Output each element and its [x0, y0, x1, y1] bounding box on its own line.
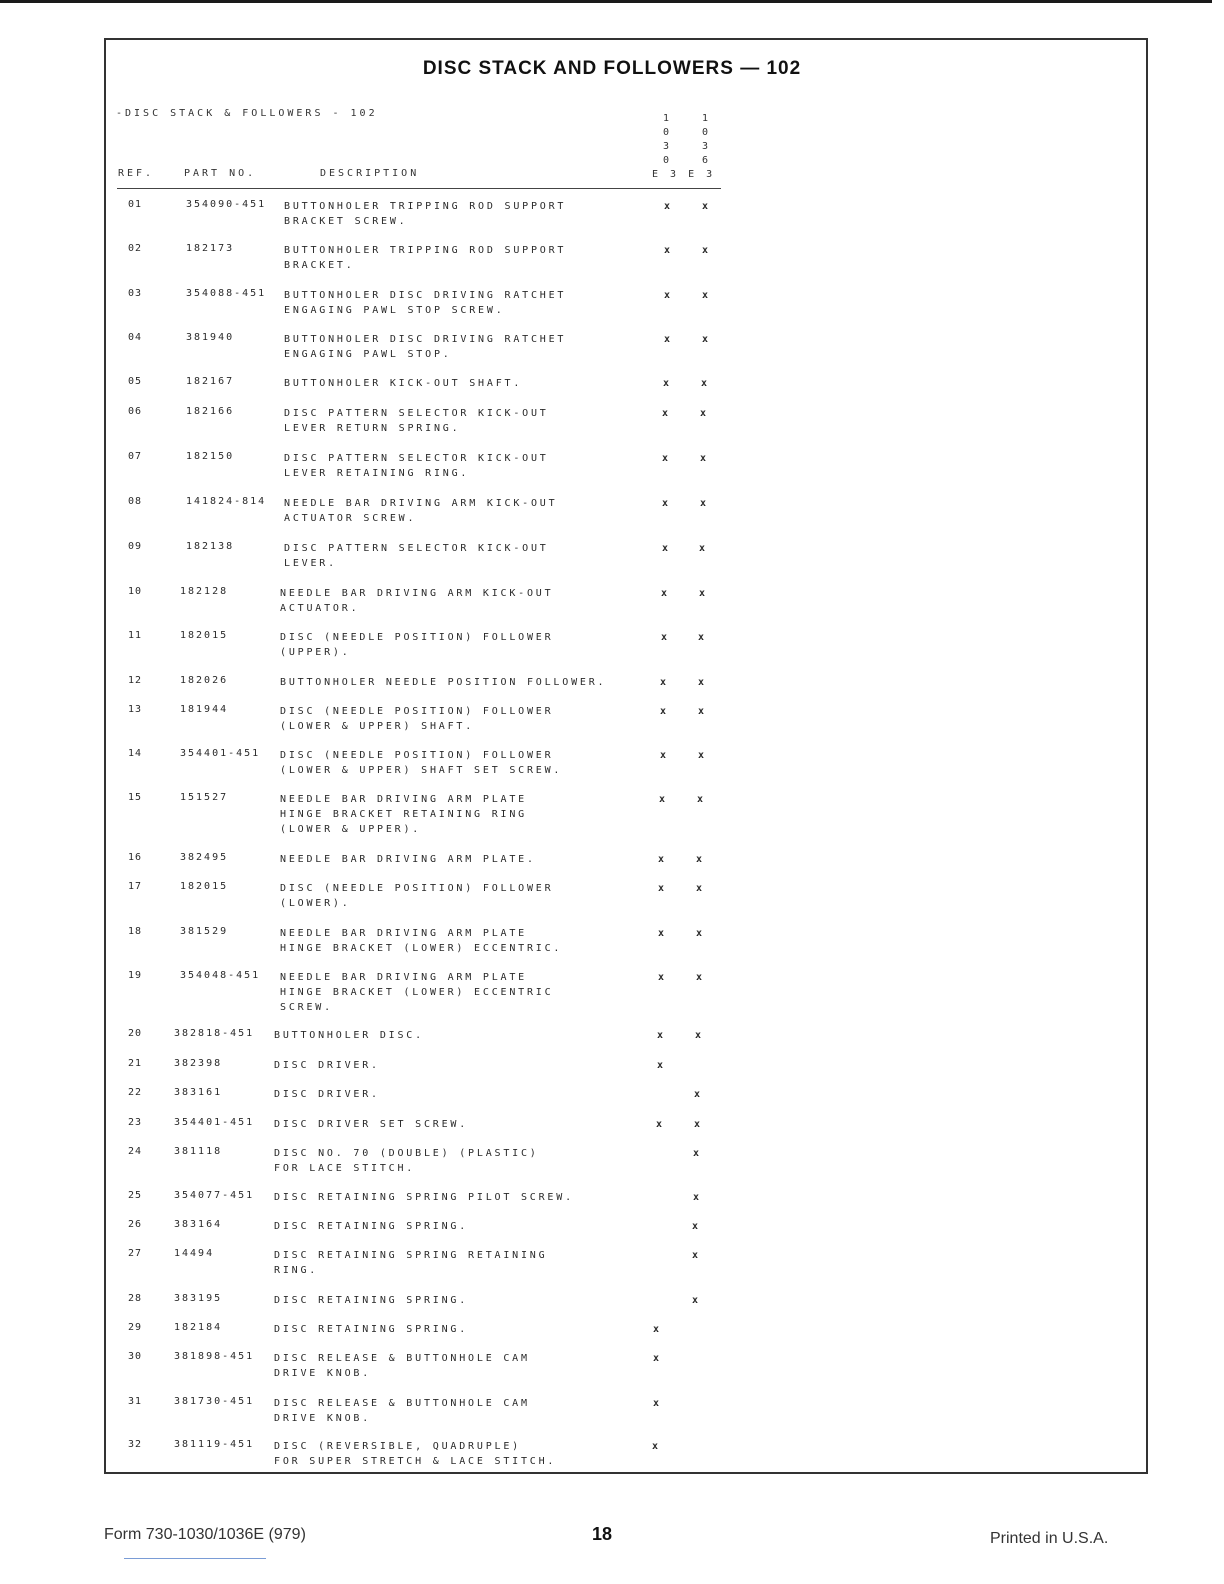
part-number: 182167 [186, 376, 235, 387]
ref-number: 19 [128, 970, 143, 981]
ref-number: 21 [128, 1058, 143, 1069]
model-1030-mark: x [664, 245, 671, 256]
ref-number: 30 [128, 1351, 143, 1362]
header-rule [117, 188, 721, 189]
part-number: 354048-451 [180, 970, 261, 981]
model-1036-mark: x [692, 1250, 699, 1261]
part-description: DISC RELEASE & BUTTONHOLE CAM DRIVE KNOB. [274, 1353, 530, 1379]
part-number: 354401-451 [174, 1117, 255, 1128]
ref-number: 13 [128, 704, 143, 715]
ref-number: 28 [128, 1293, 143, 1304]
model-1030-mark: x [662, 453, 669, 464]
model-1036-mark: x [699, 543, 706, 554]
part-description: DISC DRIVER. [274, 1060, 380, 1071]
form-number: Form 730-1030/1036E (979) [104, 1526, 306, 1543]
part-number: 182026 [180, 675, 229, 686]
ref-number: 27 [128, 1248, 143, 1259]
ref-number: 09 [128, 541, 143, 552]
ref-number: 04 [128, 332, 143, 343]
part-number: 181944 [180, 704, 229, 715]
part-number: 381529 [180, 926, 229, 937]
part-description: NEEDLE BAR DRIVING ARM PLATE. [280, 854, 536, 865]
page-title: DISC STACK AND FOLLOWERS — 102 [422, 58, 802, 79]
part-description: NEEDLE BAR DRIVING ARM PLATE HINGE BRACKET (LOWER) ECCENTRIC. [280, 928, 563, 954]
ref-number: 06 [128, 406, 143, 417]
part-number: 182184 [174, 1322, 223, 1333]
part-description: DISC (NEEDLE POSITION) FOLLOWER (LOWER & UPPER) SHAFT. [280, 706, 554, 732]
model-1036-mark: x [695, 1030, 702, 1041]
model-1030-mark: x [660, 677, 667, 688]
model-1030-mark: x [658, 928, 665, 939]
part-number: 383164 [174, 1219, 223, 1230]
part-description: BUTTONHOLER TRIPPING ROD SUPPORT BRACKET. [284, 245, 567, 271]
part-number: 382398 [174, 1058, 223, 1069]
model-1036-mark: x [694, 1089, 701, 1100]
model-1036-digit: 0 [701, 127, 709, 138]
header-model-1030 [660, 112, 672, 168]
part-description: DISC PATTERN SELECTOR KICK-OUT LEVER. [284, 543, 549, 569]
part-number: 381118 [174, 1146, 223, 1157]
model-1030-mark: x [662, 408, 669, 419]
part-number: 182150 [186, 451, 235, 462]
part-description: DISC RETAINING SPRING. [274, 1324, 469, 1335]
ref-number: 20 [128, 1028, 143, 1039]
part-description: DISC DRIVER. [274, 1089, 380, 1100]
model-1036-digit: 6 [701, 155, 709, 166]
model-1030-mark: x [652, 1441, 659, 1452]
ref-number: 31 [128, 1396, 143, 1407]
part-number: 141824-814 [186, 496, 267, 507]
ref-number: 02 [128, 243, 143, 254]
model-1030-mark: x [664, 334, 671, 345]
model-1030-mark: x [658, 883, 665, 894]
ref-number: 10 [128, 586, 143, 597]
part-description: NEEDLE BAR DRIVING ARM KICK-OUT ACTUATOR SCREW. [284, 498, 558, 524]
part-description: DISC (NEEDLE POSITION) FOLLOWER (UPPER). [280, 632, 554, 658]
model-1036-mark: x [698, 632, 705, 643]
header-part-no: PART NO. [184, 168, 257, 179]
model-1030-mark: x [663, 378, 670, 389]
part-description: BUTTONHOLER NEEDLE POSITION FOLLOWER. [280, 677, 607, 688]
ref-number: 05 [128, 376, 143, 387]
model-1036-mark: x [693, 1148, 700, 1159]
ref-number: 32 [128, 1439, 143, 1450]
part-number: 382818-451 [174, 1028, 255, 1039]
ref-number: 12 [128, 675, 143, 686]
part-number: 182166 [186, 406, 235, 417]
ref-number: 26 [128, 1219, 143, 1230]
model-1036-mark: x [698, 706, 705, 717]
ref-number: 03 [128, 288, 143, 299]
model-1036-mark: x [702, 201, 709, 212]
model-1030-mark: x [653, 1353, 660, 1364]
ref-number: 24 [128, 1146, 143, 1157]
model-1036-mark: x [696, 883, 703, 894]
model-1030-mark: x [658, 972, 665, 983]
model-1036-mark: x [700, 453, 707, 464]
model-1030-mark: x [660, 706, 667, 717]
header-model-subcodes: E 3 E 3 [652, 169, 716, 180]
part-description: DISC PATTERN SELECTOR KICK-OUT LEVER RETURN SPRING. [284, 408, 549, 434]
model-1036-mark: x [696, 972, 703, 983]
ref-number: 01 [128, 199, 143, 210]
ref-number: 16 [128, 852, 143, 863]
page-number: 18 [592, 1524, 613, 1544]
part-description: DISC RETAINING SPRING PILOT SCREW. [274, 1192, 574, 1203]
model-1036-mark: x [692, 1221, 699, 1232]
model-1030-mark: x [658, 854, 665, 865]
model-1030-mark: x [657, 1060, 664, 1071]
part-number: 383195 [174, 1293, 223, 1304]
part-description: DISC RETAINING SPRING. [274, 1295, 469, 1306]
model-1030-mark: x [664, 201, 671, 212]
part-description: BUTTONHOLER DISC DRIVING RATCHET ENGAGING PAWL STOP. [284, 334, 567, 360]
ref-number: 14 [128, 748, 143, 759]
header-model-1036 [699, 112, 711, 168]
part-description: DISC (NEEDLE POSITION) FOLLOWER (LOWER). [280, 883, 554, 909]
model-1030-mark: x [659, 794, 666, 805]
model-1036-mark: x [699, 588, 706, 599]
model-1030-mark: x [662, 543, 669, 554]
part-number: 182128 [180, 586, 229, 597]
part-number: 182015 [180, 881, 229, 892]
part-description: DISC (NEEDLE POSITION) FOLLOWER (LOWER & UPPER) SHAFT SET SCREW. [280, 750, 563, 776]
ref-number: 23 [128, 1117, 143, 1128]
model-1036-mark: x [702, 245, 709, 256]
model-1036-mark: x [697, 794, 704, 805]
footer-underline [124, 1558, 266, 1559]
part-description: BUTTONHOLER TRIPPING ROD SUPPORT BRACKET SCREW. [284, 201, 567, 227]
model-1036-mark: x [700, 498, 707, 509]
part-description: NEEDLE BAR DRIVING ARM KICK-OUT ACTUATOR. [280, 588, 554, 614]
model-1030-mark: x [661, 588, 668, 599]
ref-number: 15 [128, 792, 143, 803]
model-1030-mark: x [657, 1030, 664, 1041]
part-number: 383161 [174, 1087, 223, 1098]
part-number: 14494 [174, 1248, 215, 1259]
model-1036-mark: x [698, 677, 705, 688]
model-1036-mark: x [700, 408, 707, 419]
model-1036-mark: x [692, 1295, 699, 1306]
model-1036-mark: x [696, 854, 703, 865]
part-number: 354077-451 [174, 1190, 255, 1201]
part-description: NEEDLE BAR DRIVING ARM PLATE HINGE BRACKET RETAINING RING (LOWER & UPPER). [280, 794, 527, 835]
header-ref: REF. [118, 168, 155, 179]
model-1030-digit: 0 [662, 127, 670, 138]
model-1030-mark: x [653, 1324, 660, 1335]
part-description: DISC DRIVER SET SCREW. [274, 1119, 469, 1130]
part-description: DISC RELEASE & BUTTONHOLE CAM DRIVE KNOB. [274, 1398, 530, 1424]
model-1036-mark: x [698, 750, 705, 761]
part-number: 182138 [186, 541, 235, 552]
model-1036-digit: 3 [701, 141, 709, 152]
ref-number: 22 [128, 1087, 143, 1098]
part-number: 182015 [180, 630, 229, 641]
model-1036-mark: x [693, 1192, 700, 1203]
part-description: BUTTONHOLER DISC. [274, 1030, 424, 1041]
printed-in: Printed in U.S.A. [990, 1530, 1109, 1547]
part-description: BUTTONHOLER KICK-OUT SHAFT. [284, 378, 523, 389]
model-1030-digit: 1 [662, 113, 670, 124]
part-number: 382495 [180, 852, 229, 863]
model-1036-digit: 1 [701, 113, 709, 124]
ref-number: 17 [128, 881, 143, 892]
model-1036-mark: x [701, 378, 708, 389]
part-number: 182173 [186, 243, 235, 254]
model-1030-mark: x [661, 632, 668, 643]
model-1030-mark: x [656, 1119, 663, 1130]
model-1030-mark: x [664, 290, 671, 301]
ref-number: 08 [128, 496, 143, 507]
part-description: BUTTONHOLER DISC DRIVING RATCHET ENGAGING PAWL STOP SCREW. [284, 290, 567, 316]
top-rule [0, 0, 1212, 3]
part-number: 381730-451 [174, 1396, 255, 1407]
part-number: 151527 [180, 792, 229, 803]
header-description: DESCRIPTION [320, 168, 420, 179]
part-description: DISC NO. 70 (DOUBLE) (PLASTIC) FOR LACE STITCH. [274, 1148, 539, 1174]
model-1036-mark: x [702, 290, 709, 301]
part-number: 381898-451 [174, 1351, 255, 1362]
model-1036-mark: x [696, 928, 703, 939]
model-1030-mark: x [660, 750, 667, 761]
part-description: DISC (REVERSIBLE, QUADRUPLE) FOR SUPER STRETCH & LACE STITCH. [274, 1441, 557, 1467]
model-1030-mark: x [662, 498, 669, 509]
ref-number: 07 [128, 451, 143, 462]
part-description: NEEDLE BAR DRIVING ARM PLATE HINGE BRACKET (LOWER) ECCENTRIC SCREW. [280, 972, 554, 1013]
model-1036-mark: x [702, 334, 709, 345]
section-subtitle: -DISC STACK & FOLLOWERS - 102 [116, 108, 378, 119]
ref-number: 18 [128, 926, 143, 937]
part-number: 381119-451 [174, 1439, 255, 1450]
part-number: 354090-451 [186, 199, 267, 210]
part-description: DISC RETAINING SPRING. [274, 1221, 469, 1232]
part-description: DISC RETAINING SPRING RETAINING RING. [274, 1250, 548, 1276]
model-1030-digit: 3 [662, 141, 670, 152]
part-number: 354401-451 [180, 748, 261, 759]
ref-number: 25 [128, 1190, 143, 1201]
model-1036-mark: x [694, 1119, 701, 1130]
ref-number: 29 [128, 1322, 143, 1333]
model-1030-mark: x [653, 1398, 660, 1409]
ref-number: 11 [128, 630, 143, 641]
part-number: 354088-451 [186, 288, 267, 299]
part-description: DISC PATTERN SELECTOR KICK-OUT LEVER RETAINING RING. [284, 453, 549, 479]
model-1030-digit: 0 [662, 155, 670, 166]
part-number: 381940 [186, 332, 235, 343]
